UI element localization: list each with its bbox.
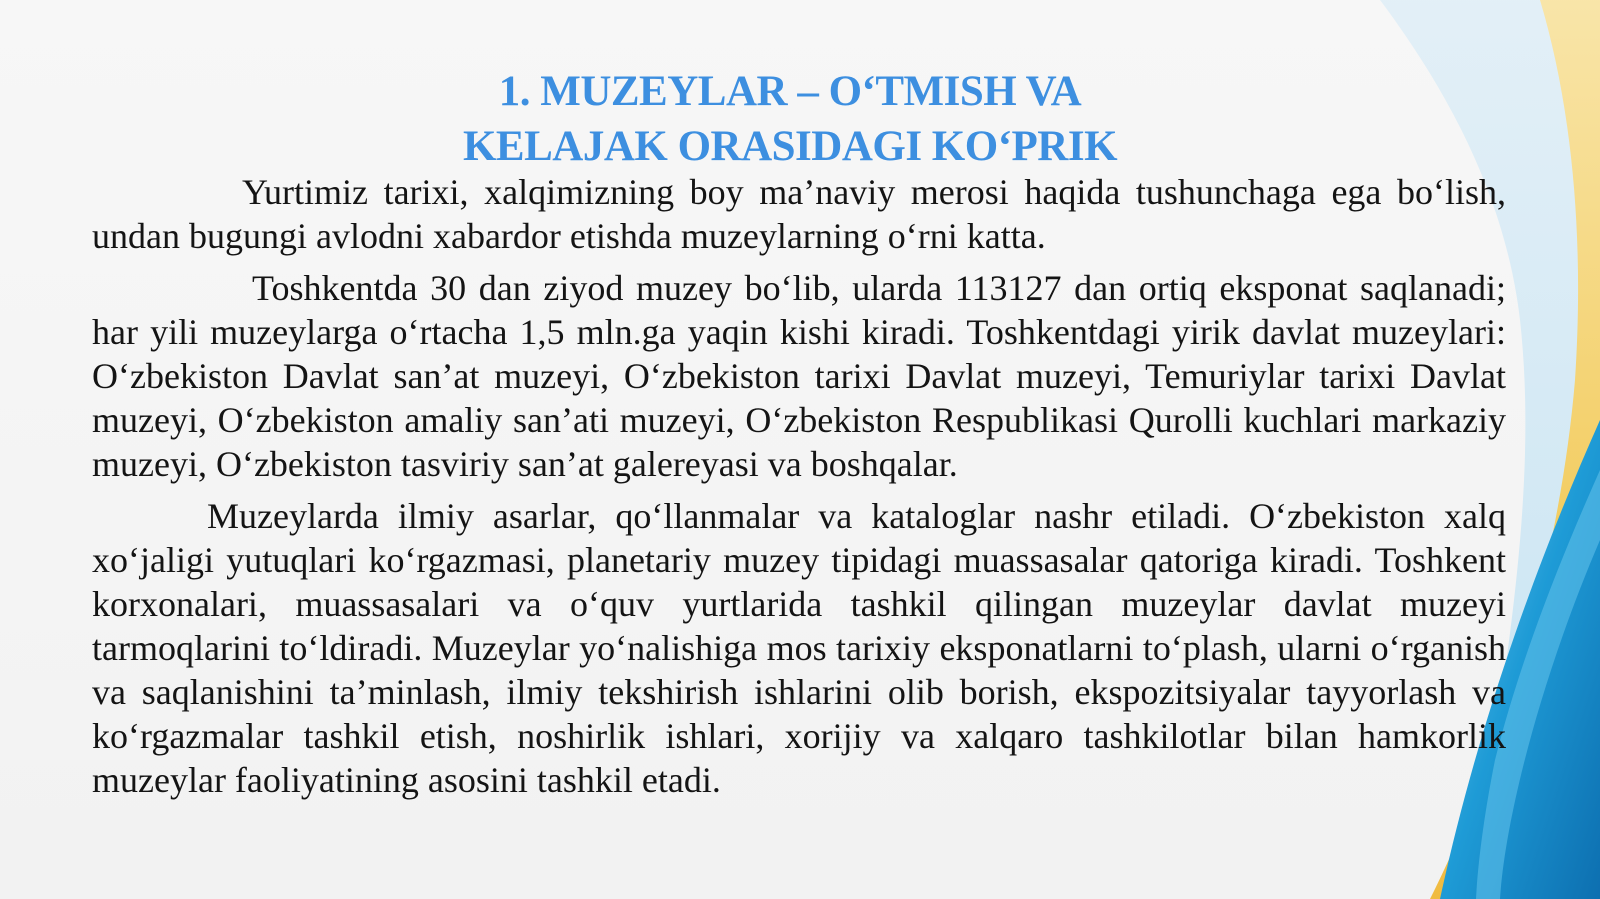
title-line-1: 1. MUZEYLAR – O‘TMISH VA <box>498 68 1082 115</box>
slide-body <box>92 170 1506 810</box>
paragraph-2: Toshkentda 30 dan ziyod muzey bo‘lib, ularda 113127 dan ortiq eksponat saqlanadi; har yili muzeylarga o‘rtacha 1,5 mln.ga yaqin kishi kiradi. Toshkentdagi yirik davlat muzeylari: O‘zbekiston Davlat san’at muzeyi, O‘zbekiston tarixi Davlat muzeyi, Temuriylar tarixi Davlat muzeyi, O‘zbekiston amaliy san’ati muzeyi, O‘zbekiston Respublikasi Qurolli kuchlari markaziy muzeyi, O‘zbekiston tasviriy san’at galereyasi va boshqalar. <box>92 268 1506 484</box>
paragraph-3: Muzeylarda ilmiy asarlar, qo‘llanmalar va kataloglar nashr etiladi. O‘zbekiston xalq xo‘jaligi yutuqlari ko‘rgazmasi, planetariy muzey tipidagi muassasalar qatoriga kiradi. Toshkent korxonalari, muassasalari va o‘quv yurtlarida tashkil qilingan muzeylar davlat muzeyi tarmoqlarini to‘ldiradi. Muzeylar yo‘nalishiga mos tarixiy eksponatlarni to‘plash, ularni o‘rganish va saqlanishini ta’minlash, ilmiy tekshirish ishlarini olib borish, ekspozitsiyalar tayyorlash va ko‘rgazmalar tashkil etish, noshirlik ishlari, xorijiy va xalqaro tashkilotlar bilan hamkorlik muzeylar faoliyatining asosini tashkil etadi. <box>92 496 1506 800</box>
paragraph-1: Yurtimiz tarixi, xalqimizning boy ma’naviy merosi haqida tushunchaga ega bo‘lish, undan bugungi avlodni xabardor etishda muzeylarning o‘rni katta. <box>92 172 1506 256</box>
title-line-2: KELAJAK ORASIDAGI KO‘PRIK <box>462 123 1118 170</box>
slide-title <box>200 64 1380 174</box>
